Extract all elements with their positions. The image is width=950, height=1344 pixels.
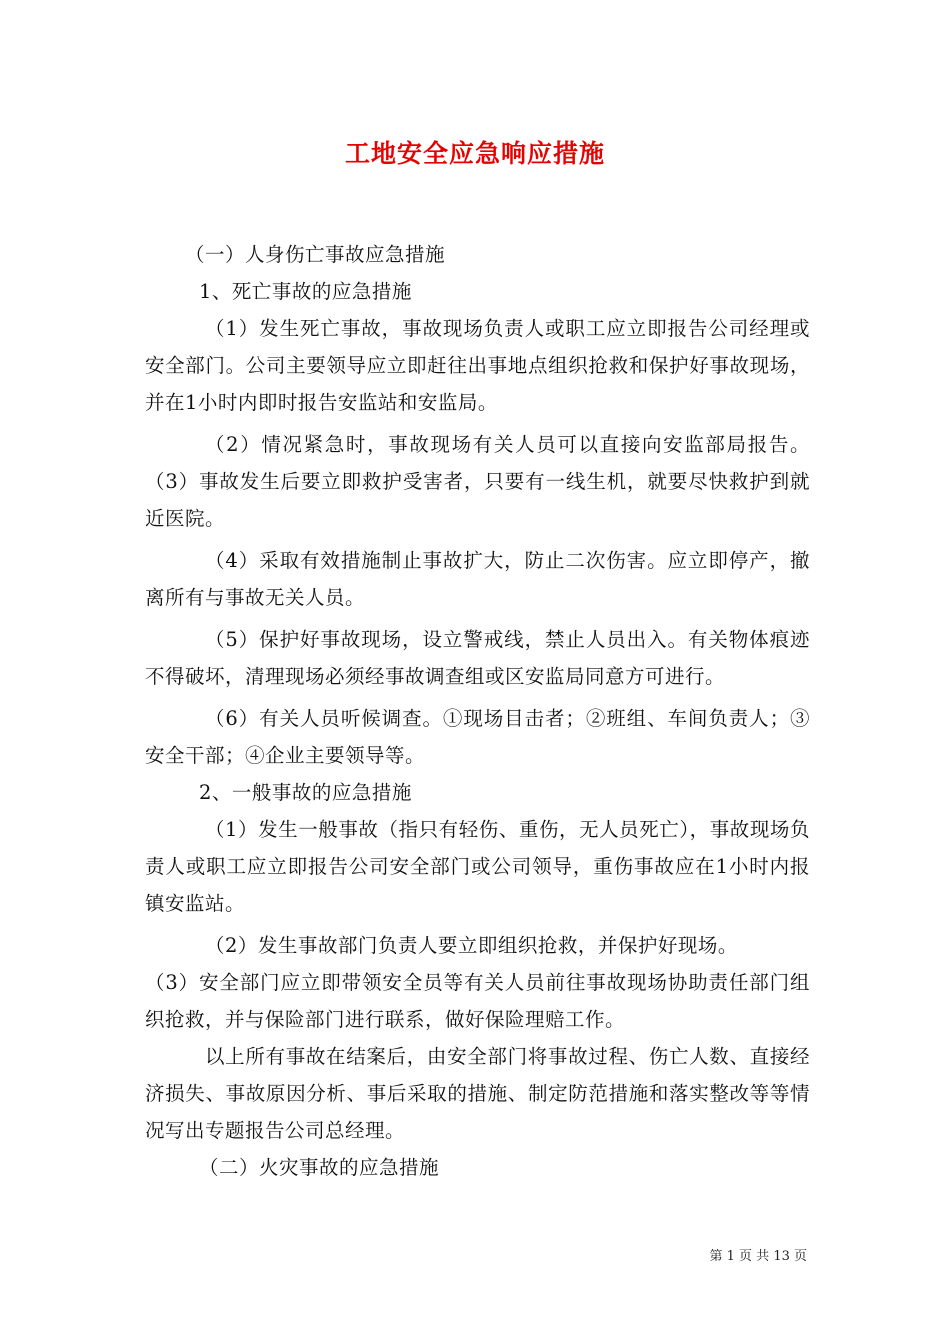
subsection-heading: 2、一般事故的应急措施	[199, 781, 412, 804]
paragraph: （5）保护好事故现场，设立警戒线，禁止人员出入。有关物体痕迹不得破坏，清理现场必须经事故调查组或区安监局同意方可进行。	[145, 628, 810, 688]
document-body	[145, 236, 810, 1186]
paragraph: （4）采取有效措施制止事故扩大，防止二次伤害。应立即停产，撤离所有与事故无关人员。	[145, 549, 810, 609]
paragraph: 以上所有事故在结案后，由安全部门将事故过程、伤亡人数、直接经济损失、事故原因分析、事后采取的措施、制定防范措施和落实整改等等情况写出专题报告公司总经理。	[145, 1045, 810, 1142]
paragraph: （1）发生死亡事故，事故现场负责人或职工应立即报告公司经理或安全部门。公司主要领导应立即赶往出事地点组织抢救和保护好事故现场，并在1小时内即时报告安监站和安监局。	[145, 317, 810, 414]
page-number: 第 1 页 共 13 页	[709, 1249, 807, 1264]
paragraph: （2）情况紧急时，事故现场有关人员可以直接向安监部局报告。（3）事故发生后要立即救护受害者，只要有一线生机，就要尽快救护到就近医院。	[145, 433, 810, 530]
subsection-heading: 1、死亡事故的应急措施	[199, 280, 412, 303]
paragraph: （2）发生事故部门负责人要立即组织抢救，并保护好现场。	[205, 934, 738, 957]
paragraph: （3）安全部门应立即带领安全员等有关人员前往事故现场协助责任部门组织抢救，并与保险部门进行联系，做好保险理赔工作。	[145, 971, 810, 1031]
document-title: 工地安全应急响应措施	[344, 139, 605, 168]
section-heading: （一）人身伤亡事故应急措施	[185, 243, 446, 266]
paragraph: （1）发生一般事故（指只有轻伤、重伤，无人员死亡），事故现场负责人或职工应立即报告公司安全部门或公司领导，重伤事故应在1小时内报镇安监站。	[145, 818, 810, 915]
paragraph: （6）有关人员听候调查。①现场目击者；②班组、车间负责人；③安全干部；④企业主要领导等。	[145, 707, 810, 767]
section-heading: （二）火灾事故的应急措施	[199, 1156, 440, 1179]
